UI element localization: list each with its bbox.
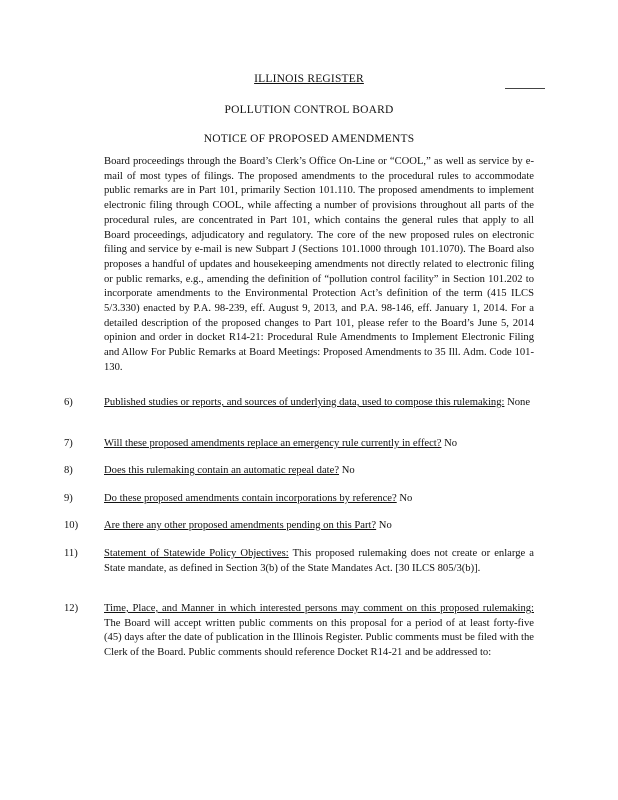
item-number: 6) (64, 397, 73, 408)
item-heading: Time, Place, and Manner in which interested persons may comment on this proposed rulemaking: (104, 603, 534, 614)
item-text: The Board will accept written public comments on this proposal for a period of at least forty-five (45) days after the date of publication in the Illinois Register. Public comments must be filed with the Clerk of the Board. Public comments should reference Docket R14-21 and be addressed to: (104, 617, 534, 659)
item-number: 9) (64, 493, 73, 504)
header-rule (505, 88, 545, 89)
intro-paragraph: Board proceedings through the Board’s Clerk’s Office On-Line or “COOL,” as well as service by e-mail of most types of filings. The proposed amendments to the procedural rules to accommodate public remarks are in Part 101, primarily Section 101.110. The proposed amendments to implement electronic filing through COOL, while affecting a number of provisions throughout all parts of the procedural rules, are concentrated in Part 101, which contains the general rules that apply to all Board proceedings, adjudicatory and regulatory. The core of the new proposed rules on electronic filing and service by e-mail is new Subpart J (Sections 101.1000 through 101.1070). The Board also proposes a handful of updates and housekeeping amendments not directly related to electronic filing or public remarks, e.g., amending the definition of “pollution control facility” in Section 101.202 to incorporate amendments to the Environmental Protection Act’s definition of the term (415 ILCS 5/3.330) enacted by P.A. 98-239, eff. August 9, 2013, and P.A. 98-146, eff. January 1, 2014. For a detailed description of the proposed changes to Part 101, please refer to the Board’s June 5, 2014 opinion and order in docket R14-21: Procedural Rule Amendments to Implement Electronic Filing and Allow For Public Remarks at Board Meetings: Proposed Amendments to 35 Ill. Adm. Code 101-130. (104, 156, 534, 373)
item-heading: Do these proposed amendments contain incorporations by reference? (104, 493, 397, 504)
item-number: 11) (64, 548, 78, 559)
notice-title: NOTICE OF PROPOSED AMENDMENTS (203, 133, 415, 145)
item-text: No (376, 520, 392, 531)
item-number: 8) (64, 465, 73, 476)
item-number: 7) (64, 438, 73, 449)
item-text: No (339, 465, 355, 476)
board-title: POLLUTION CONTROL BOARD (224, 104, 394, 116)
item-heading: Statement of Statewide Policy Objectives: (104, 548, 289, 559)
item-text: None (504, 397, 531, 408)
item-body (104, 519, 534, 534)
item-body (104, 396, 534, 411)
item-text: No (441, 438, 458, 449)
item-heading: Will these proposed amendments replace an emergency rule currently in effect? (104, 438, 442, 449)
item-body (104, 437, 534, 452)
register-title: ILLINOIS REGISTER (254, 73, 364, 85)
item-body (104, 492, 534, 507)
item-heading: Does this rulemaking contain an automatic repeal date? (104, 465, 340, 476)
item-heading: Are there any other proposed amendments pending on this Part? (104, 520, 377, 531)
item-body (104, 464, 534, 479)
item-body (104, 602, 534, 661)
item-text: No (396, 493, 413, 504)
item-number: 12) (64, 603, 79, 614)
item-number: 10) (64, 520, 79, 531)
item-text: This proposed rulemaking does not create or enlarge a State mandate, as defined in Section 3(b) of the State Mandates Act. [30 ILCS 805/3(b)]. (104, 548, 534, 574)
item-body (104, 547, 534, 576)
item-heading: Published studies or reports, and sources of underlying data, used to compose this rulemaking: (104, 397, 505, 408)
